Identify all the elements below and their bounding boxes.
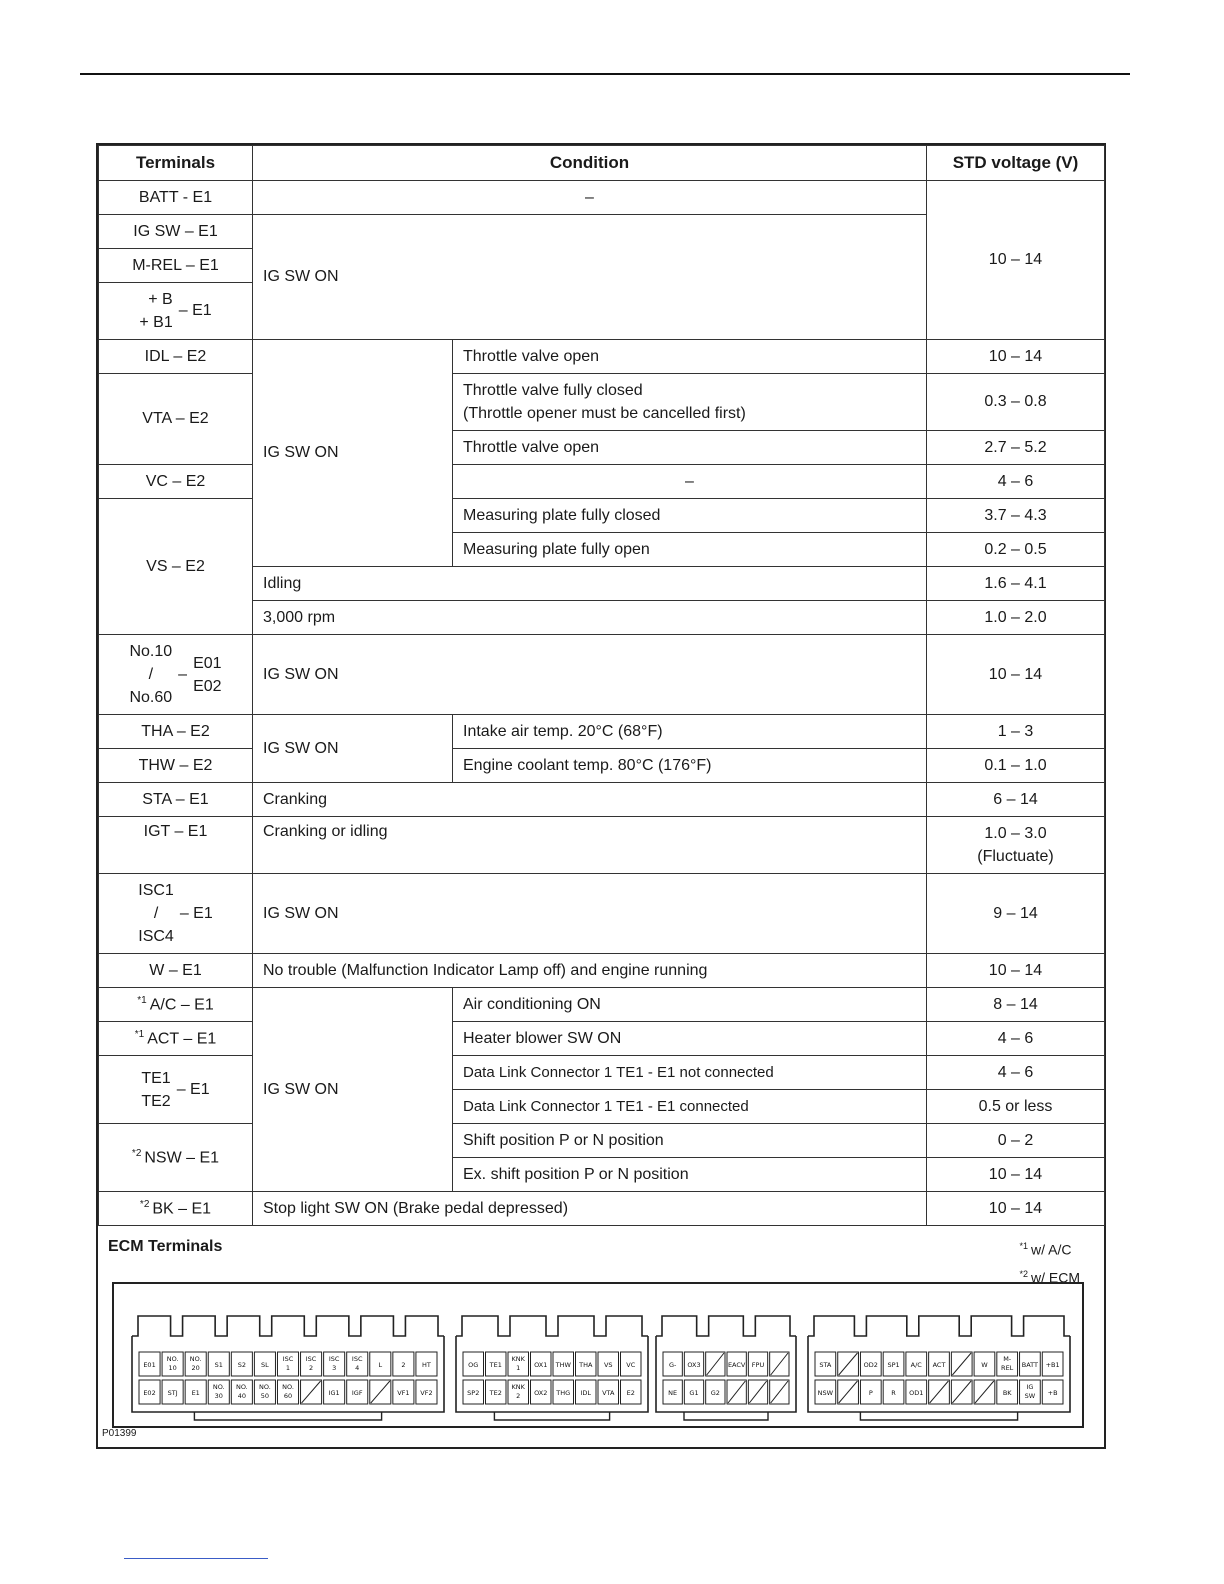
header-terminals: Terminals [99,146,253,181]
pin-label: NO. [189,1355,202,1363]
terminal-line: / [153,905,159,922]
pin-label: 1 [516,1364,521,1372]
pin-label: 40 [237,1392,246,1400]
table-row [99,1192,1105,1226]
condition-cell: No trouble (Malfunction Indicator Lamp off) and engine running [253,954,927,988]
table-row [99,954,1105,988]
pin-label: NE [668,1389,678,1397]
condition-cell: IG SW ON [253,715,453,783]
pin-label: OX1 [534,1361,548,1369]
voltage-cell: 0.5 or less [927,1090,1105,1124]
terminal-cell: THW – E2 [99,749,253,783]
table-row [99,635,1105,715]
condition-cell: IG SW ON [253,635,927,715]
terminal-dash: – [178,665,188,683]
connector-latch [494,1412,609,1420]
pin-label: M- [1003,1355,1012,1363]
terminal-cell [99,988,253,1022]
pin-label: 2 [401,1361,406,1369]
connector-block [808,1316,1070,1420]
pin-label: STJ [167,1389,178,1397]
pin-label: HT [422,1361,431,1369]
pin-label: E1 [191,1389,200,1397]
pin-label: NSW [817,1389,834,1397]
pin-label: IG [1026,1383,1034,1391]
pin-label: 1 [285,1364,291,1372]
subcondition-line: (Throttle opener must be cancelled first) [463,405,746,422]
terminal-cell: THA – E2 [99,715,253,749]
table-row [99,988,1105,1022]
connector-notch-outline [808,1316,1070,1336]
terminal-line: TE1 [141,1069,171,1087]
pin-label: THW [555,1361,571,1369]
voltage-cell: 10 – 14 [927,635,1105,715]
footnote-mark: *2 [139,1198,150,1210]
pin-label: ISC [351,1355,363,1363]
connector-latch [684,1412,768,1420]
table-row [99,499,1105,533]
terminal-cell: STA – E1 [99,783,253,817]
footnote-1-text: w/ A/C [1031,1241,1072,1258]
pin-label: REL [1001,1364,1014,1372]
pin-label: NO. [235,1383,248,1391]
terminal-line: ISC1 [138,882,174,899]
pin-label: OX2 [534,1389,548,1397]
pin-label: W [981,1361,988,1369]
subcondition-line: Throttle valve fully closed [463,382,643,399]
footnote-mark: *2 [131,1147,142,1159]
condition-cell: IG SW ON [253,340,453,567]
subcondition-cell: Throttle valve open [453,431,927,465]
connector-latch [860,1412,1017,1420]
terminal-cell: W – E1 [99,954,253,988]
footnote-1 [1019,1234,1080,1262]
ecm-terminals-section [98,1232,1104,1447]
terminal-text: ACT – E1 [147,1030,217,1048]
pin-label: IGF [351,1389,363,1397]
pin-label: FPU [751,1361,765,1369]
pin-label: E01 [143,1361,156,1369]
pin-label: 3 [332,1364,337,1372]
pin-label: VS [603,1361,613,1369]
pin-label: ISC [328,1355,340,1363]
terminal-text: NSW – E1 [144,1149,220,1167]
table-row [99,783,1105,817]
terminal-line: E01 [193,654,222,672]
voltage-cell: 1 – 3 [927,715,1105,749]
terminal-cell: VS – E2 [99,499,253,635]
pin-label: VF1 [397,1389,410,1397]
connector-block [456,1316,648,1420]
subcondition-cell: Heater blower SW ON [453,1022,927,1056]
pin-label: E02 [143,1389,156,1397]
footnote-1-mark: *1 [1019,1241,1028,1251]
voltage-cell: 3.7 – 4.3 [927,499,1105,533]
pin-label: OD2 [863,1361,878,1369]
ecm-connector-diagram [112,1282,1084,1428]
pin-label: SP2 [467,1389,480,1397]
connector-drawing [114,1284,1082,1426]
connector-block [132,1316,444,1420]
pin-label: 4 [355,1364,360,1372]
ecm-title: ECM Terminals [108,1238,223,1255]
terminal-cell [99,1192,253,1226]
table-row [99,1022,1105,1056]
voltage-line: 1.0 – 3.0 [984,825,1047,842]
pin-label: SP1 [887,1361,900,1369]
terminal-line: TE2 [141,1092,171,1110]
terminal-line: E02 [193,677,222,695]
connector-notch-outline [656,1316,796,1336]
connector-body-outline [456,1336,648,1412]
terminal-suffix: – E1 [179,904,213,922]
terminal-cell: IG SW – E1 [99,215,253,249]
pin-label: 30 [214,1392,223,1400]
condition-cell: Cranking or idling [253,817,927,874]
terminal-line: ISC4 [138,928,174,945]
header-row [99,146,1105,181]
subcondition-cell: Data Link Connector 1 TE1 - E1 connected [453,1090,927,1124]
footnote-mark: *1 [134,1028,145,1040]
terminal-cell [99,1124,253,1192]
terminal-line: / [148,666,154,683]
voltage-cell: 10 – 14 [927,1158,1105,1192]
condition-cell: IG SW ON [253,988,453,1192]
pin-label: 60 [283,1392,293,1400]
voltage-cell: 1.0 – 2.0 [927,601,1105,635]
voltage-cell: 0 – 2 [927,1124,1105,1158]
terminal-cell: BATT - E1 [99,181,253,215]
voltage-cell: 10 – 14 [927,954,1105,988]
table-row [99,874,1105,954]
pin-label: TE2 [489,1389,502,1397]
connector-notch-outline [132,1316,444,1336]
table-row [99,817,1105,874]
terminal-line: + B [148,291,173,308]
voltage-cell: 0.3 – 0.8 [927,374,1105,431]
terminal-line: + B1 [139,314,173,331]
terminal-cell: VTA – E2 [99,374,253,465]
subcondition-cell: – [453,465,927,499]
pin-label: G1 [689,1389,699,1397]
condition-cell: – [253,181,927,215]
voltage-cell: 10 – 14 [927,1192,1105,1226]
pin-label: KNK [511,1355,525,1363]
footnote-2-mark: *2 [1019,1268,1028,1279]
pin-label: BK [1002,1389,1012,1397]
pin-label: SW [1024,1392,1036,1400]
pin-label: S2 [237,1361,246,1369]
terminal-cell [99,1022,253,1056]
pin-label: E2 [626,1389,635,1397]
pin-label: KNK [511,1383,525,1391]
terminal-line: No.10 [129,643,173,660]
terminal-cell [99,1056,253,1124]
subcondition-cell: Measuring plate fully closed [453,499,927,533]
terminal-cell [99,874,253,954]
footnote-2-text: w/ ECM [1031,1269,1080,1286]
pin-label: OX3 [687,1361,701,1369]
pin-label: TE1 [489,1361,502,1369]
terminal-text: A/C – E1 [149,996,214,1014]
table-row [99,465,1105,499]
voltage-cell: 0.2 – 0.5 [927,533,1105,567]
pin-label: NO. [212,1383,225,1391]
terminal-cell: M-REL – E1 [99,249,253,283]
spec-sheet [96,143,1106,1449]
voltage-cell: 1.6 – 4.1 [927,567,1105,601]
subcondition-cell: Intake air temp. 20°C (68°F) [453,715,927,749]
voltage-cell: 6 – 14 [927,783,1105,817]
terminal-suffix: – E1 [178,302,212,319]
terminal-cell [99,635,253,715]
terminal-voltage-table [98,145,1105,1226]
voltage-cell: 10 – 14 [927,340,1105,374]
connector-block [656,1316,796,1420]
header-condition: Condition [253,146,927,181]
voltage-cell: 4 – 6 [927,1056,1105,1090]
pin-label: G- [668,1361,677,1369]
pin-label: OD1 [909,1389,924,1397]
footnote-mark: *1 [137,994,147,1006]
header-voltage: STD voltage (V) [927,146,1105,181]
terminal-line: No.60 [129,689,173,706]
table-row [99,374,1105,431]
table-row [99,181,1105,215]
pin-label: S1 [214,1361,223,1369]
voltage-cell: 9 – 14 [927,874,1105,954]
table-row [99,1056,1105,1090]
pin-label: VF2 [420,1389,433,1397]
terminal-cell: IGT – E1 [99,817,253,874]
pin-label: ISC [305,1355,317,1363]
pin-label: +B [1047,1389,1058,1397]
table-row [99,1124,1105,1158]
pin-label: NO. [259,1383,271,1391]
pin-label: VC [626,1361,636,1369]
connector-latch [194,1412,381,1420]
pin-label: 2 [309,1364,314,1372]
pin-label: G2 [710,1389,720,1397]
subcondition-cell: Shift position P or N position [453,1124,927,1158]
pin-label: EACV [727,1361,746,1369]
pin-label: ACT [932,1361,946,1369]
terminal-suffix: – E1 [176,1080,210,1098]
condition-cell: Stop light SW ON (Brake pedal depressed) [253,1192,927,1226]
terminal-cell: VC – E2 [99,465,253,499]
pin-label: ISC [282,1355,294,1363]
pin-label: P [868,1389,873,1397]
table-row [99,749,1105,783]
pin-label: A/C [910,1361,922,1369]
figure-id: P01399 [102,1428,137,1439]
condition-cell: IG SW ON [253,215,927,340]
pin-label: OG [468,1361,479,1369]
pin-label: +B1 [1045,1361,1060,1369]
table-row [99,340,1105,374]
voltage-cell: 0.1 – 1.0 [927,749,1105,783]
terminal-text: BK – E1 [152,1200,212,1218]
voltage-cell: 4 – 6 [927,465,1105,499]
pin-label: VTA [602,1389,615,1397]
bottom-link-line [124,1558,268,1559]
subcondition-cell [453,374,927,431]
pin-label: R [891,1389,896,1397]
voltage-cell: 4 – 6 [927,1022,1105,1056]
connector-notch-outline [456,1316,648,1336]
subcondition-cell: Measuring plate fully open [453,533,927,567]
pin-label: STA [819,1361,832,1369]
pin-label: IG1 [328,1389,340,1397]
voltage-cell [927,817,1105,874]
pin-label: NO. [282,1383,294,1391]
table-row [99,715,1105,749]
pin-label: NO. [166,1355,179,1363]
pin-label: SL [261,1361,269,1369]
pin-label: 10 [168,1364,177,1372]
subcondition-cell: Air conditioning ON [453,988,927,1022]
pin-label: 50 [260,1392,270,1400]
top-rule [80,73,1130,75]
voltage-cell: 2.7 – 5.2 [927,431,1105,465]
condition-cell: IG SW ON [253,874,927,954]
subcondition-cell: Engine coolant temp. 80°C (176°F) [453,749,927,783]
voltage-cell: 10 – 14 [927,181,1105,340]
pin-label: THA [579,1361,593,1369]
subcondition-cell: Ex. shift position P or N position [453,1158,927,1192]
pin-label: 20 [191,1364,200,1372]
pin-label: THG [556,1389,571,1397]
condition-cell: Idling [253,567,927,601]
pin-label: BATT [1021,1361,1039,1369]
voltage-note: (Fluctuate) [977,848,1054,865]
pin-label: L [378,1361,383,1369]
condition-cell: 3,000 rpm [253,601,927,635]
pin-label: 2 [516,1392,521,1400]
subcondition-cell: Data Link Connector 1 TE1 - E1 not connected [453,1056,927,1090]
subcondition-cell: Throttle valve open [453,340,927,374]
voltage-cell: 8 – 14 [927,988,1105,1022]
terminal-cell: IDL – E2 [99,340,253,374]
terminal-cell [99,283,253,340]
condition-cell: Cranking [253,783,927,817]
pin-label: IDL [580,1389,592,1397]
